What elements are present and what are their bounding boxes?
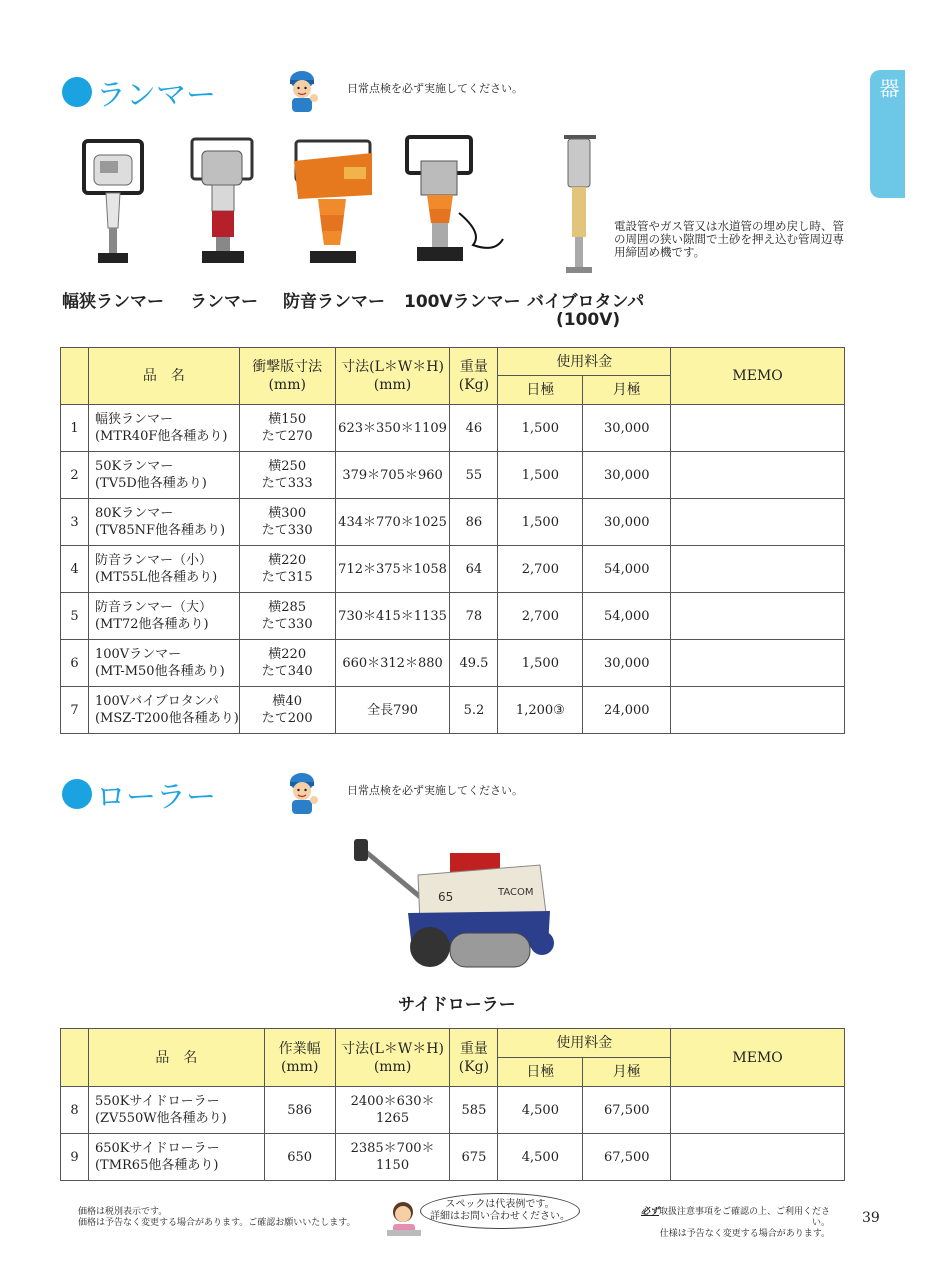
rammer-spec-table — [60, 347, 845, 734]
header-monthly: 月極 — [583, 1058, 671, 1087]
product-name-line-1: 650Kサイドローラー — [94, 1141, 220, 1156]
plate-size — [239, 499, 335, 546]
dimensions: 434＊770＊1025 — [335, 499, 450, 546]
row-number: 6 — [61, 640, 89, 687]
header-fee: 使用料金 — [498, 348, 671, 376]
product-name — [88, 546, 239, 593]
plate-size-line-2: たて330 — [261, 523, 313, 538]
product-name — [88, 1134, 264, 1181]
monthly-fee: 30,000 — [583, 499, 671, 546]
plate-size-line-1: 横150 — [268, 412, 307, 427]
table-row — [61, 1134, 845, 1181]
header-memo: MEMO — [671, 348, 845, 405]
weight: 86 — [450, 499, 498, 546]
category-label: 土木作業機器 — [876, 78, 929, 188]
plate-size-line-1: 横250 — [268, 459, 307, 474]
plate-size-line-2: たて333 — [261, 476, 313, 491]
vibro-tamper-image — [556, 133, 602, 275]
plate-size-line-1: 横220 — [268, 647, 307, 662]
table-row — [61, 640, 845, 687]
header-fee: 使用料金 — [498, 1029, 671, 1058]
product-name-line-1: 80Kランマー — [94, 506, 174, 521]
roller-title-text: ローラー — [96, 780, 216, 815]
plate-size — [239, 405, 335, 452]
row-number: 7 — [61, 687, 89, 734]
product-name — [88, 499, 239, 546]
plate-size — [239, 687, 335, 734]
table-row — [61, 687, 845, 734]
product-name-line-2: (TV85NF他各種あり) — [94, 523, 226, 538]
daily-inspection-note-roller: 日常点検を必ず実施してください。 — [347, 784, 523, 797]
memo-cell — [671, 1087, 845, 1134]
header-daily: 日極 — [498, 1058, 583, 1087]
product-name-line-2: (MT55L他各種あり) — [94, 570, 218, 585]
footer-emphasis: 必ず — [640, 1207, 659, 1217]
weight: 78 — [450, 593, 498, 640]
header-plate-size: 衝撃版寸法 (mm) — [239, 348, 335, 405]
memo-cell — [671, 452, 845, 499]
daily-fee: 1,500 — [498, 405, 583, 452]
dimensions: 2385＊700＊1150 — [335, 1134, 450, 1181]
header-blank — [61, 348, 89, 405]
monthly-fee: 67,500 — [583, 1087, 671, 1134]
plate-size-line-1: 横220 — [268, 553, 307, 568]
rammer-title-text: ランマー — [96, 78, 216, 113]
footer-price-note: 価格は予告なく変更する場合があります。ご確認お願いいたします。 — [78, 1218, 356, 1228]
machine-brand-text: TACOM — [498, 887, 534, 898]
memo-cell — [671, 546, 845, 593]
product-label-soundproof-rammer: 防音ランマー — [283, 292, 385, 312]
footer-right-notes — [625, 1207, 830, 1240]
page-number: 39 — [862, 1210, 880, 1226]
memo-cell — [671, 499, 845, 546]
category-side-tab — [870, 70, 929, 198]
weight: 49.5 — [450, 640, 498, 687]
header-memo: MEMO — [671, 1029, 845, 1087]
memo-cell — [671, 640, 845, 687]
product-name-line-1: 100Vバイブロタンパ — [94, 694, 219, 709]
plate-size — [239, 640, 335, 687]
weight: 675 — [450, 1134, 498, 1181]
daily-fee: 1,500 — [498, 452, 583, 499]
daily-fee: 1,200③ — [498, 687, 583, 734]
weight: 46 — [450, 405, 498, 452]
product-label-rammer: ランマー — [190, 292, 258, 312]
monthly-fee: 30,000 — [583, 452, 671, 499]
monthly-fee: 54,000 — [583, 546, 671, 593]
header-daily: 日極 — [498, 376, 583, 405]
dimensions: 730＊415＊1135 — [335, 593, 450, 640]
soundproof-rammer-image — [288, 133, 378, 275]
daily-inspection-note: 日常点検を必ず実施してください。 — [347, 82, 523, 95]
product-name-line-2: (MT-M50他各種あり) — [94, 664, 225, 679]
bullet-icon — [62, 779, 92, 809]
rammer-section-title — [62, 70, 216, 114]
row-number: 1 — [61, 405, 89, 452]
row-number: 3 — [61, 499, 89, 546]
monthly-fee: 54,000 — [583, 593, 671, 640]
product-name-line-1: 50Kランマー — [94, 459, 174, 474]
dimensions: 660＊312＊880 — [335, 640, 450, 687]
weight: 5.2 — [450, 687, 498, 734]
machine-badge-text: 65 — [438, 890, 454, 904]
product-name — [88, 687, 239, 734]
dimensions: 623＊350＊1109 — [335, 405, 450, 452]
row-number: 8 — [61, 1087, 89, 1134]
table-row — [61, 593, 845, 640]
memo-cell — [671, 405, 845, 452]
table-row — [61, 546, 845, 593]
product-name-line-2: (TMR65他各種あり) — [94, 1158, 219, 1173]
weight: 64 — [450, 546, 498, 593]
product-label-vibro-tamper: バイブロタンパ — [527, 292, 645, 312]
roller-section-title — [62, 772, 216, 816]
product-name-line-2: (MT72他各種あり) — [94, 617, 209, 632]
header-weight: 重量 (Kg) — [450, 1029, 498, 1087]
working-width: 650 — [264, 1134, 335, 1181]
product-name — [88, 1087, 264, 1134]
product-label-100v-rammer: 100Vランマー — [404, 292, 521, 312]
row-number: 4 — [61, 546, 89, 593]
header-monthly: 月極 — [583, 376, 671, 405]
plate-size-line-2: たて330 — [261, 617, 313, 632]
weight: 585 — [450, 1087, 498, 1134]
dimensions: 2400＊630＊1265 — [335, 1087, 450, 1134]
footer-spec-change-note: 仕様は予告なく変更する場合があります。 — [659, 1229, 830, 1239]
product-name — [88, 640, 239, 687]
side-roller-image — [350, 835, 560, 980]
daily-fee: 2,700 — [498, 593, 583, 640]
plate-size — [239, 546, 335, 593]
header-width: 作業幅 (mm) — [264, 1029, 335, 1087]
header-blank — [61, 1029, 89, 1087]
row-number: 2 — [61, 452, 89, 499]
roller-spec-table — [60, 1028, 845, 1181]
daily-fee: 1,500 — [498, 499, 583, 546]
product-name-line-1: 100Vランマー — [94, 647, 182, 662]
worker-icon — [284, 68, 320, 112]
100v-rammer-image — [403, 133, 507, 275]
plate-size-line-1: 横285 — [268, 600, 307, 615]
plate-size-line-2: たて200 — [261, 711, 313, 726]
header-weight: 重量 (Kg) — [450, 348, 498, 405]
product-name-line-1: 550Kサイドローラー — [94, 1094, 220, 1109]
header-dims: 寸法(L＊W＊H) (mm) — [335, 348, 450, 405]
product-label-narrow-rammer: 幅狭ランマー — [62, 292, 164, 312]
bubble-line-2: 詳細はお問い合わせください。 — [430, 1211, 570, 1222]
table-row — [61, 499, 845, 546]
monthly-fee: 67,500 — [583, 1134, 671, 1181]
plate-size-line-2: たて340 — [261, 664, 313, 679]
memo-cell — [671, 687, 845, 734]
dimensions: 全長790 — [335, 687, 450, 734]
monthly-fee: 30,000 — [583, 640, 671, 687]
footer-left-notes — [78, 1207, 356, 1229]
plate-size — [239, 452, 335, 499]
product-name — [88, 593, 239, 640]
plate-size — [239, 593, 335, 640]
header-name: 品 名 — [88, 1029, 264, 1087]
table-row — [61, 1087, 845, 1134]
narrow-rammer-image — [78, 133, 148, 275]
spec-speech-bubble — [420, 1193, 580, 1229]
plate-size-line-1: 横40 — [272, 694, 302, 709]
product-label-vibro-tamper-voltage: (100V) — [556, 310, 621, 330]
operator-woman-icon — [385, 1200, 425, 1238]
product-label-side-roller: サイドローラー — [398, 995, 516, 1015]
row-number: 9 — [61, 1134, 89, 1181]
worker-icon — [284, 770, 320, 814]
dimensions: 379＊705＊960 — [335, 452, 450, 499]
header-name: 品 名 — [88, 348, 239, 405]
product-name-line-2: (TV5D他各種あり) — [94, 476, 207, 491]
monthly-fee: 24,000 — [583, 687, 671, 734]
footer-tax-note: 価格は税別表示です。 — [78, 1207, 168, 1217]
monthly-fee: 30,000 — [583, 405, 671, 452]
vibro-tamper-description: 電設管やガス管又は水道管の埋め戻し時、管の周囲の狭い隙間で土砂を押え込む管周辺専用締固め機です。 — [614, 219, 844, 259]
table-row — [61, 452, 845, 499]
row-number: 5 — [61, 593, 89, 640]
plate-size-line-1: 横300 — [268, 506, 307, 521]
product-name-line-2: (MTR40F他各種あり) — [94, 429, 228, 444]
product-name-line-1: 幅狭ランマー — [94, 412, 173, 427]
memo-cell — [671, 1134, 845, 1181]
plate-size-line-2: たて270 — [261, 429, 313, 444]
product-name-line-2: (MSZ-T200他各種あり) — [94, 711, 239, 726]
product-name — [88, 452, 239, 499]
daily-fee: 1,500 — [498, 640, 583, 687]
product-name-line-1: 防音ランマー（小） — [94, 553, 212, 568]
weight: 55 — [450, 452, 498, 499]
daily-fee: 4,500 — [498, 1134, 583, 1181]
product-name-line-1: 防音ランマー（大） — [94, 600, 212, 615]
dimensions: 712＊375＊1058 — [335, 546, 450, 593]
plate-size-line-2: たて315 — [261, 570, 313, 585]
product-name-line-2: (ZV550W他各種あり) — [94, 1111, 227, 1126]
memo-cell — [671, 593, 845, 640]
working-width: 586 — [264, 1087, 335, 1134]
bullet-icon — [62, 77, 92, 107]
product-name — [88, 405, 239, 452]
daily-fee: 4,500 — [498, 1087, 583, 1134]
daily-fee: 2,700 — [498, 546, 583, 593]
rammer-image — [186, 133, 258, 275]
header-dims: 寸法(L＊W＊H) (mm) — [335, 1029, 450, 1087]
footer-caution-note: 取扱注意事項をご確認の上、ご利用ください。 — [658, 1207, 830, 1228]
bubble-line-1: スペックは代表例です。 — [445, 1199, 555, 1210]
table-row — [61, 405, 845, 452]
